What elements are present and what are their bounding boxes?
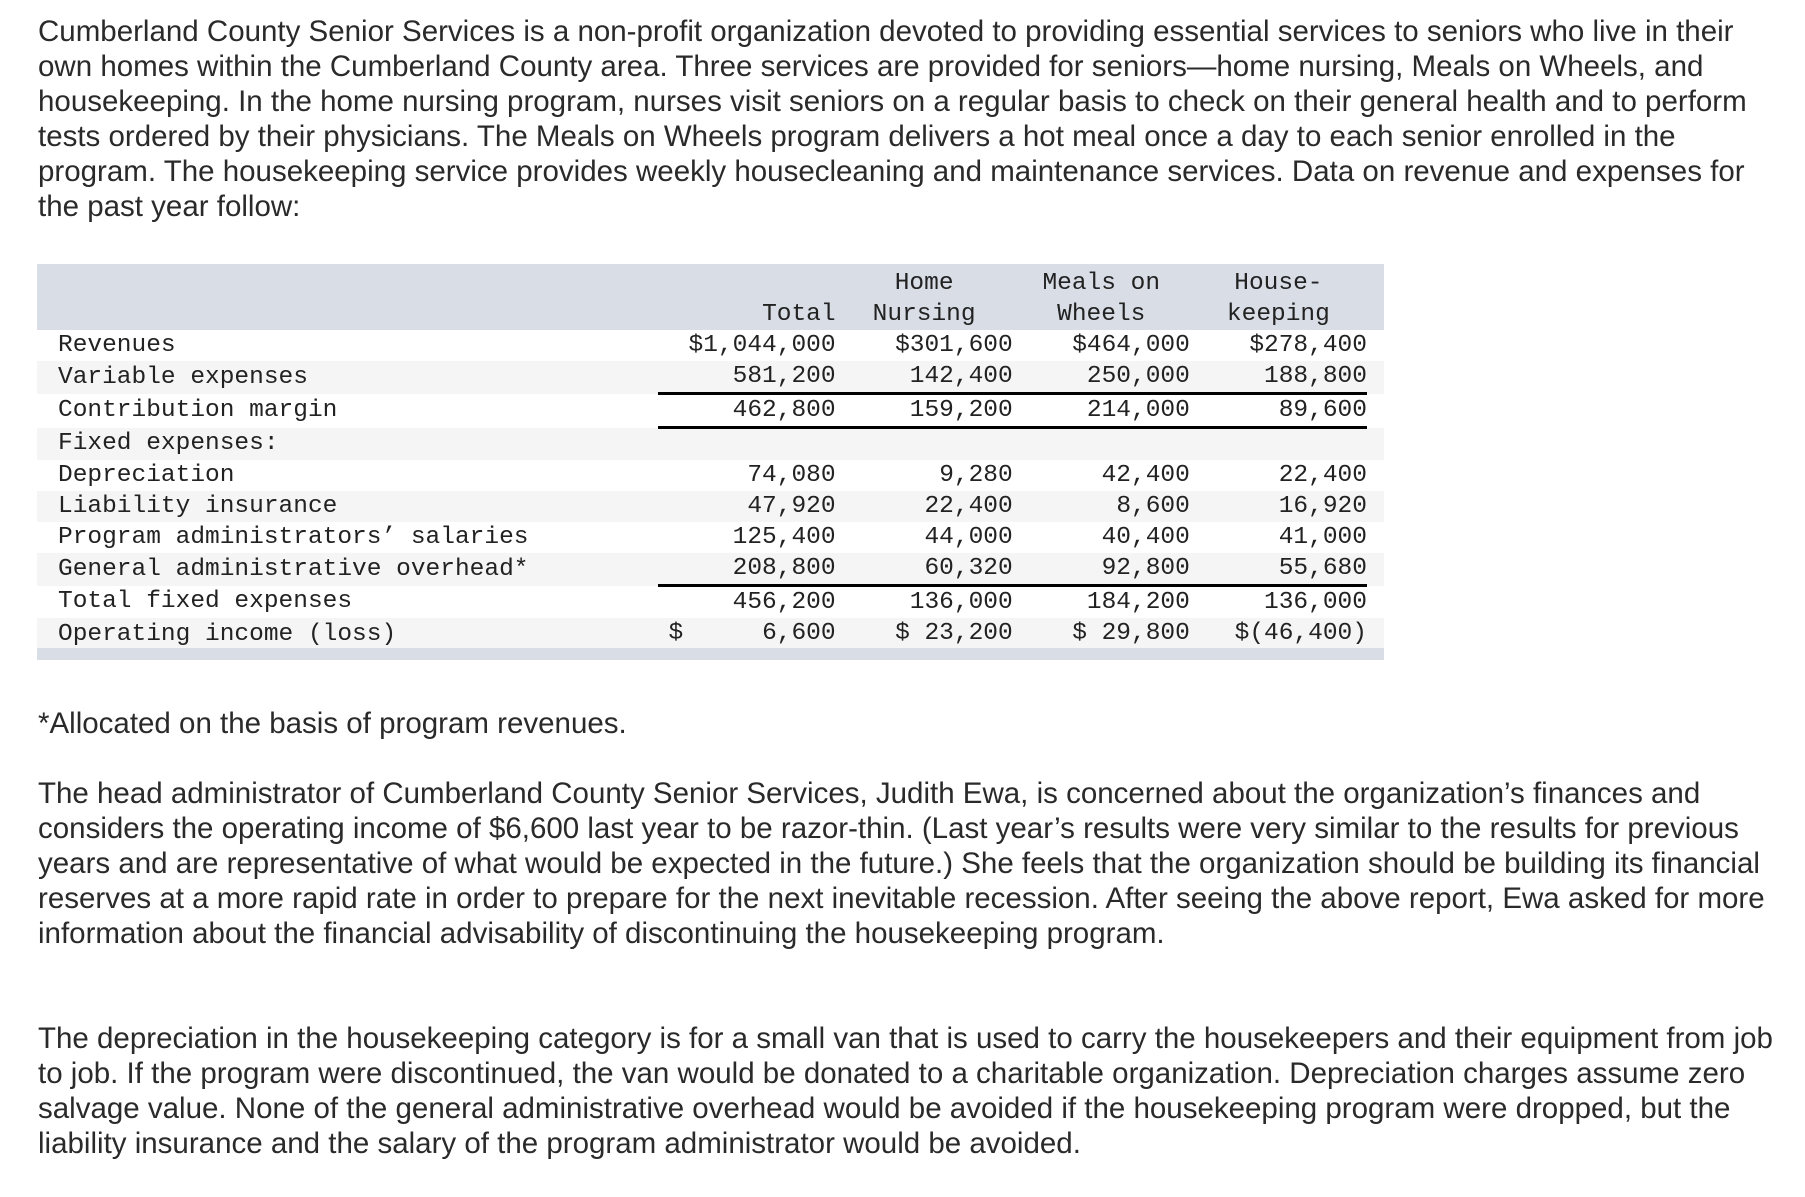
cell-value: 22,400 <box>1278 462 1367 489</box>
cell-value: 16,920 <box>1190 491 1367 522</box>
cell-value: 22,400 <box>836 491 1013 522</box>
row-label: Fixed expenses: <box>37 428 658 461</box>
table-row <box>37 586 1384 619</box>
dollar-sign: $ <box>668 620 684 647</box>
header-home-nursing-line1: Home <box>836 264 1013 299</box>
cell-value: 74,080 <box>747 462 836 489</box>
cell-value: 136,000 <box>909 589 1013 616</box>
cell-value: $ 6,600 <box>658 618 835 651</box>
table-row <box>37 460 1384 491</box>
header-total-line1 <box>658 264 835 299</box>
cell-value: 208,800 <box>658 553 835 586</box>
cell-value: $1,044,000 <box>688 332 836 359</box>
cell-value: 47,920 <box>658 491 835 522</box>
table-row <box>37 394 1384 428</box>
header-meals: Wheels <box>1013 299 1190 330</box>
table-row <box>37 522 1384 553</box>
cell-value: 60,320 <box>836 553 1013 586</box>
cell-value: $ 29,800 <box>1013 618 1190 651</box>
cell-value: 142,400 <box>836 361 1013 394</box>
cell-value <box>836 428 1013 461</box>
row-label: Program administrators’ salaries <box>58 524 529 551</box>
table-row <box>37 491 1384 522</box>
header-label-blank <box>37 264 658 299</box>
paragraph-3: The depreciation in the housekeeping category is for a small van that is used to carry the housekeepers and their equipment from job to job. If the program were discontinued, the van would be donated to a charitable organization. Depreciation charges assume zero salvage value. None of the general administrative overhead would be avoided if the housekeeping program were dropped, but the liability insurance and the salary of the program administrator would be avoided. <box>38 1022 1773 1160</box>
cell-value: 9,280 <box>939 462 1013 489</box>
cell-value: $278,400 <box>1249 332 1367 359</box>
cell-value: 214,000 <box>1013 394 1190 428</box>
table-row <box>37 618 1384 651</box>
row-label: Revenues <box>58 332 176 359</box>
cell-value: 159,200 <box>836 394 1013 428</box>
cell-value: 188,800 <box>1190 361 1367 394</box>
income-statement-table <box>37 264 1384 653</box>
cell-value: 41,000 <box>1278 524 1367 551</box>
cell-value: $(46,400) <box>1190 618 1367 651</box>
cell-value: 125,400 <box>732 524 836 551</box>
cell-value <box>1013 428 1190 461</box>
row-label: Operating income (loss) <box>37 618 658 651</box>
footnote: *Allocated on the basis of program revenues. <box>38 707 627 740</box>
cell-value: 8,600 <box>1013 491 1190 522</box>
paragraph-2: The head administrator of Cumberland County Senior Services, Judith Ewa, is concerned about the organization’s finances and considers the operating income of $6,600 last year to be razor-thin. (Last year’s results were very similar to the results for previous years and are representative of what would be expected in the future.) She feels that the organization should be building its financial reserves at a more rapid rate in order to prepare for the next inevitable recession. After seeing the above report, Ewa asked for more information about the financial advisability of discontinuing the housekeeping program. <box>38 777 1765 950</box>
table-row <box>37 428 1384 461</box>
header-meals-line1: Meals on <box>1013 264 1190 299</box>
cell-value: 462,800 <box>658 394 835 428</box>
cell-value: 42,400 <box>1101 462 1190 489</box>
cell-value: 55,680 <box>1190 553 1367 586</box>
cell-value <box>658 428 835 461</box>
cell-value: 44,000 <box>924 524 1013 551</box>
row-label: Depreciation <box>58 462 235 489</box>
cell-value: $301,600 <box>895 332 1013 359</box>
cell-value <box>1190 428 1367 461</box>
row-label: Total fixed expenses <box>58 588 353 616</box>
row-label: Liability insurance <box>37 491 658 522</box>
cell-value: 250,000 <box>1013 361 1190 394</box>
header-total: Total <box>658 299 835 330</box>
table-row <box>37 330 1384 361</box>
table-row <box>37 553 1384 586</box>
row-label: Variable expenses <box>37 361 658 394</box>
cell-value: 581,200 <box>658 361 835 394</box>
cell-value: 40,400 <box>1101 524 1190 551</box>
cell-value: 136,000 <box>1264 589 1367 616</box>
cell-value: 89,600 <box>1190 394 1367 428</box>
table-bottom-band <box>37 648 1384 660</box>
cell-value: 92,800 <box>1013 553 1190 586</box>
cell-value: $464,000 <box>1072 332 1190 359</box>
row-label: Contribution margin <box>58 397 338 424</box>
header-housekeeping-line1: House- <box>1190 264 1367 299</box>
header-home-nursing: Nursing <box>836 299 1013 330</box>
table-row <box>37 361 1384 394</box>
row-label: General administrative overhead* <box>37 553 658 586</box>
intro-paragraph: Cumberland County Senior Services is a non-profit organization devoted to providing essential services to seniors who live in their own homes within the Cumberland County area. Three services are provided for seniors—home nursing, Meals on Wheels, and housekeeping. In the home nursing program, nurses visit seniors on a regular basis to check on their general health and to perform tests ordered by their physicians. The Meals on Wheels program delivers a hot meal once a day to each senior enrolled in the program. The housekeeping service provides weekly housecleaning and maintenance services. Data on revenue and expenses for the past year follow: <box>38 15 1747 223</box>
cell-value: $ 23,200 <box>836 618 1013 651</box>
cell-value: 184,200 <box>1086 589 1190 616</box>
cell-value: 456,200 <box>732 589 836 616</box>
header-housekeeping: keeping <box>1190 299 1367 330</box>
